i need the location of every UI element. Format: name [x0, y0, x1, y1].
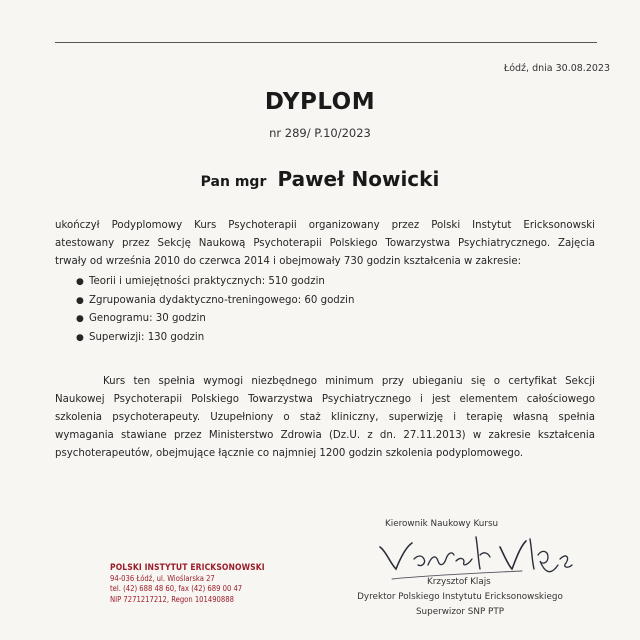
stamp-tax-ids: NIP 7271217212, Regon 101490888: [110, 594, 234, 604]
bullet-icon: ●: [76, 277, 84, 287]
list-item-text: Teorii i umiejętności praktycznych: 510 godzin: [89, 276, 325, 287]
training-items-list: [55, 273, 354, 347]
issue-date: Łódź, dnia 30.08.2023: [503, 63, 610, 74]
signer-role: Kierownik Naukowy Kursu: [385, 519, 499, 529]
list-item: [55, 292, 354, 311]
paragraph-line: trwały od września 2010 do czerwca 2014 i obejmowały 730 godzin kształcenia w zakresie:: [55, 256, 522, 267]
stamp-phone-fax: tel. (42) 688 48 60, fax (42) 689 00 47: [110, 584, 243, 593]
stamp-institute-name: POLSKI INSTYTUT ERICKSONOWSKI: [110, 563, 265, 573]
institute-stamp: [110, 563, 265, 605]
list-item-text: Superwizji: 130 godzin: [89, 331, 205, 343]
bullet-icon: ●: [76, 295, 84, 306]
paragraph-line: Naukowej Psychoterapii Polskiego Towarzystwa Psychiatrycznego i jest elementem całościowego: [55, 394, 595, 405]
paragraph-line: psychoterapeutów, obejmujące łącznie co najmniej 1200 godzin szkolenia podyplomowego.: [55, 448, 524, 459]
recipient-prefix: Pan mgr: [200, 174, 267, 190]
list-item-text: Genogramu: 30 godzin: [89, 313, 206, 324]
paragraph-line: ukończył Podyplomowy Kurs Psychoterapii organizowany przez Polski Instytut Ericksonowski: [55, 220, 595, 231]
recipient: [0, 167, 640, 191]
course-description-paragraph: [55, 217, 595, 271]
document-title: DYPLOM: [264, 89, 376, 115]
bullet-icon: ●: [76, 332, 84, 343]
diploma-number: nr 289/ P.10/2023: [269, 126, 371, 140]
paragraph-line: szkolenia psychoterapeuty. Uzupełniony o staż kliniczny, superwizję i terapię własną spełnia: [55, 412, 595, 423]
recipient-name: Paweł Nowicki: [277, 167, 440, 191]
list-item: [55, 329, 354, 348]
list-item: [55, 273, 354, 292]
list-item: [55, 310, 354, 329]
bullet-icon: ●: [76, 314, 84, 324]
paragraph-line: Kurs ten spełnia wymogi niezbędnego minimum przy ubieganiu się o certyfikat Sekcji: [103, 376, 595, 387]
paragraph-line: wymagania stawiane przez Ministerstwo Zdrowia (Dz.U. z dn. 27.11.2013) w zakresie kształcenia: [55, 430, 595, 441]
handwritten-signature: [372, 525, 582, 585]
signer-name: Krzysztof Klajs: [427, 577, 491, 587]
paragraph-line: atestowany przez Sekcję Naukową Psychoterapii Polskiego Towarzystwa Psychiatrycznego. Zajęcia: [55, 238, 595, 249]
list-item-text: Zgrupowania dydaktyczno-treningowego: 60 godzin: [89, 294, 355, 306]
stamp-address: 94-036 Łódź, ul. Wioślarska 27: [110, 573, 215, 583]
signer-supervisor-title: Superwizor SNP PTP: [415, 607, 505, 617]
certification-paragraph: [55, 373, 595, 463]
top-divider: [55, 42, 597, 43]
signer-title: Dyrektor Polskiego Instytutu Ericksonowskiego: [357, 592, 563, 602]
